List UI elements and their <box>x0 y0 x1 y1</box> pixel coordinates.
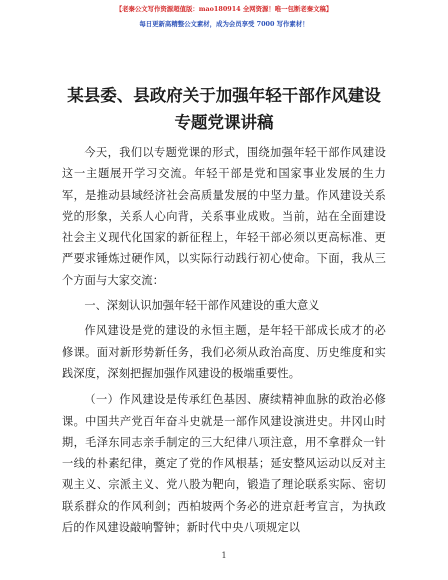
document-body <box>62 142 386 538</box>
banner-line-1: 【老秦公文写作资源超值版：mao180914 全网资源！唯一包断老秦文稿】 <box>115 5 333 13</box>
section-intro-paragraph: 作风建设是党的建设的永恒主题，是年轻干部成长成才的必修课。面对新形势新任务，我们必须从政治高度、历史维度和实践深度，深刻把握加强作风建设的极端重要性。 <box>62 324 386 380</box>
header-banner <box>0 5 448 29</box>
subsection-paragraph: （一）作风建设是传承红色基因、赓续精神血脉的政治必修课。中国共产党百年奋斗史就是一部作风建设演进史。井冈山时期，毛泽东同志亲手制定的三大纪律八项注意，用不拿群众一针一线的朴素纪律，奠定了党的作风根基；延安整风运动以反对主观主义、宗派主义、党八股为靶向，锻造了理论联系实际、密切联系群众的作风利剑；西柏坡两个务必的进京赶考宣言，为执政后的作风建设敲响警钟；新时代中央八项规定以 <box>62 393 386 535</box>
section-heading: 一、深刻认识加强年轻干部作风建设的重大意义 <box>84 299 320 313</box>
page-number: 1 <box>221 551 227 560</box>
document-title: 某县委、县政府关于加强年轻干部作风建设专题党课讲稿 <box>67 86 381 132</box>
intro-paragraph: 今天，我们以专题党课的形式，围绕加强年轻干部作风建设这一主题展开学习交流。年轻干部是党和国家事业发展的生力军，是推动县域经济社会高质量发展的中坚力量。作风建设关系党的形象，关系人心向背，关系事业成败。当前，站在全面建设社会主义现代化国家的新征程上，年轻干部必须以更高标准、更严要求锤炼过硬作风，以实际行动践行初心使命。下面，我从三个方面与大家交流： <box>62 146 386 287</box>
banner-line-2: 每日更新高精整公文素材，成为会员享受 7000 写作素材！ <box>139 20 309 28</box>
